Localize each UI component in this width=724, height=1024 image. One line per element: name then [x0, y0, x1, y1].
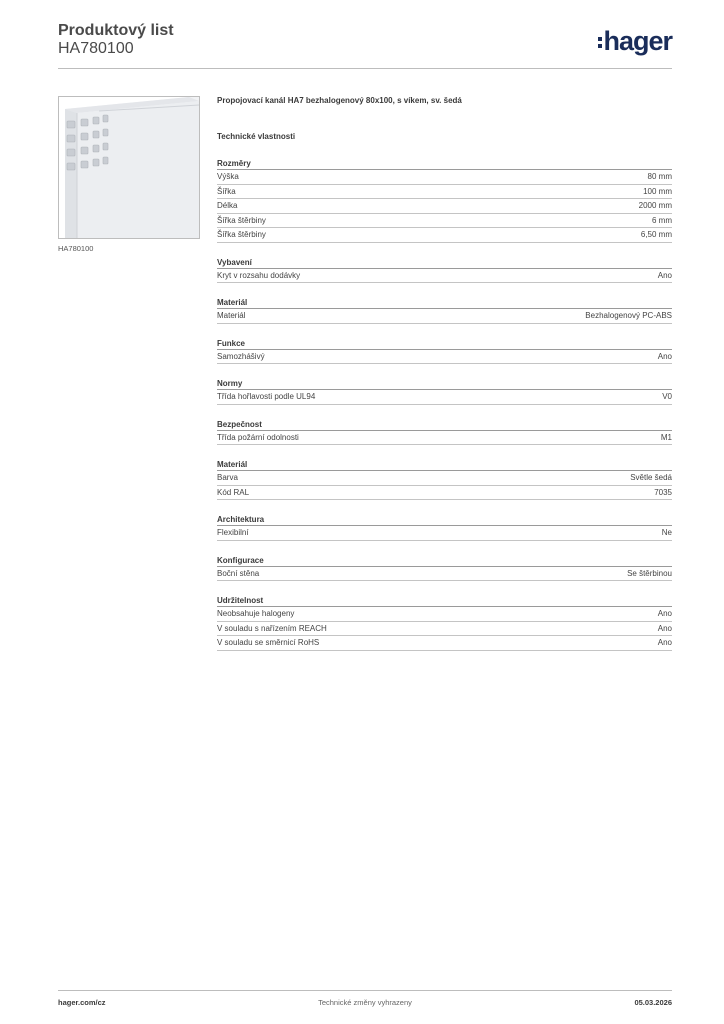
property-value: Ano	[657, 638, 672, 647]
property-value: V0	[662, 392, 672, 401]
property-label: Šířka štěrbiny	[217, 230, 266, 239]
properties-list	[217, 158, 672, 651]
product-image	[58, 96, 200, 239]
logo-dots-icon	[598, 34, 602, 51]
property-group	[217, 459, 672, 500]
property-value: 7035	[654, 487, 672, 497]
property-group	[217, 297, 672, 324]
logo-text: hager	[603, 26, 672, 56]
property-label: Šířka štěrbiny	[217, 215, 266, 225]
group-title: Udržitelnost	[217, 595, 672, 607]
property-row	[217, 471, 672, 486]
property-value: Bezhalogenový PC-ABS	[585, 311, 672, 320]
group-title: Architektura	[217, 514, 672, 526]
property-group	[217, 338, 672, 365]
page-header	[58, 22, 672, 68]
property-value: Ano	[657, 270, 672, 280]
property-group	[217, 257, 672, 284]
property-row	[217, 214, 672, 229]
page-footer	[58, 998, 672, 1010]
property-row	[217, 526, 672, 541]
property-value: 6,50 mm	[640, 230, 672, 239]
property-label: Kód RAL	[217, 487, 250, 497]
property-group	[217, 419, 672, 446]
group-title: Rozměry	[217, 158, 672, 170]
property-row	[217, 607, 672, 622]
property-label: V souladu s nařízením REACH	[217, 623, 327, 633]
property-label: Třída hořlavosti podle UL94	[217, 392, 316, 401]
property-row	[217, 350, 672, 365]
header-divider	[58, 68, 672, 69]
group-title: Funkce	[217, 338, 672, 350]
property-value: 80 mm	[647, 172, 672, 181]
property-label: Neobsahuje halogeny	[217, 609, 295, 618]
product-name: Propojovací kanál HA7 bezhalogenový 80x100, s víkem, sv. šedá	[217, 96, 462, 105]
property-label: Samozhášivý	[217, 351, 265, 361]
product-details	[217, 96, 672, 651]
property-label: Šířka	[217, 186, 236, 196]
hager-logo	[598, 26, 672, 57]
property-label: Kryt v rozsahu dodávky	[217, 270, 301, 280]
group-title: Konfigurace	[217, 555, 672, 567]
property-value: Ano	[657, 623, 672, 633]
property-row	[217, 309, 672, 324]
property-row	[217, 390, 672, 405]
property-row	[217, 486, 672, 501]
property-group	[217, 595, 672, 651]
property-group	[217, 378, 672, 405]
property-row	[217, 636, 672, 651]
property-row	[217, 567, 672, 582]
property-row	[217, 269, 672, 284]
group-title: Bezpečnost	[217, 419, 672, 431]
footer-date: 05.03.2026	[634, 998, 672, 1007]
property-label: Barva	[217, 473, 238, 482]
group-title: Materiál	[217, 297, 672, 309]
property-row	[217, 185, 672, 200]
property-label: Flexibilní	[217, 528, 249, 537]
cable-duct-icon	[59, 97, 199, 238]
property-row	[217, 622, 672, 637]
property-value: M1	[660, 432, 672, 442]
group-title: Materiál	[217, 459, 672, 471]
property-label: V souladu se směrnicí RoHS	[217, 638, 320, 647]
property-row	[217, 431, 672, 446]
property-row	[217, 228, 672, 243]
property-label: Materiál	[217, 311, 246, 320]
property-value: 6 mm	[652, 215, 672, 225]
property-label: Třída požární odolnosti	[217, 432, 299, 442]
footer-divider	[58, 990, 672, 991]
property-label: Délka	[217, 201, 238, 210]
property-value: Se štěrbinou	[627, 568, 672, 578]
image-caption: HA780100	[58, 244, 94, 253]
property-value: 100 mm	[643, 186, 672, 196]
property-value: Ne	[661, 528, 672, 537]
footer-note: Technické změny vyhrazeny	[318, 998, 412, 1007]
group-title: Vybavení	[217, 257, 672, 269]
property-label: Boční stěna	[217, 568, 260, 578]
product-code: HA780100	[58, 40, 134, 57]
property-value: Světle šedá	[630, 473, 672, 482]
property-value: Ano	[657, 609, 672, 618]
group-title: Normy	[217, 378, 672, 390]
property-label: Výška	[217, 172, 239, 181]
property-row	[217, 199, 672, 214]
footer-website: hager.com/cz	[58, 998, 106, 1007]
section-title: Technické vlastnosti	[217, 132, 296, 141]
property-group	[217, 555, 672, 582]
property-group	[217, 514, 672, 541]
property-group	[217, 158, 672, 243]
property-row	[217, 170, 672, 185]
property-value: 2000 mm	[638, 201, 672, 210]
document-title: Produktový list	[58, 22, 174, 39]
property-value: Ano	[657, 351, 672, 361]
